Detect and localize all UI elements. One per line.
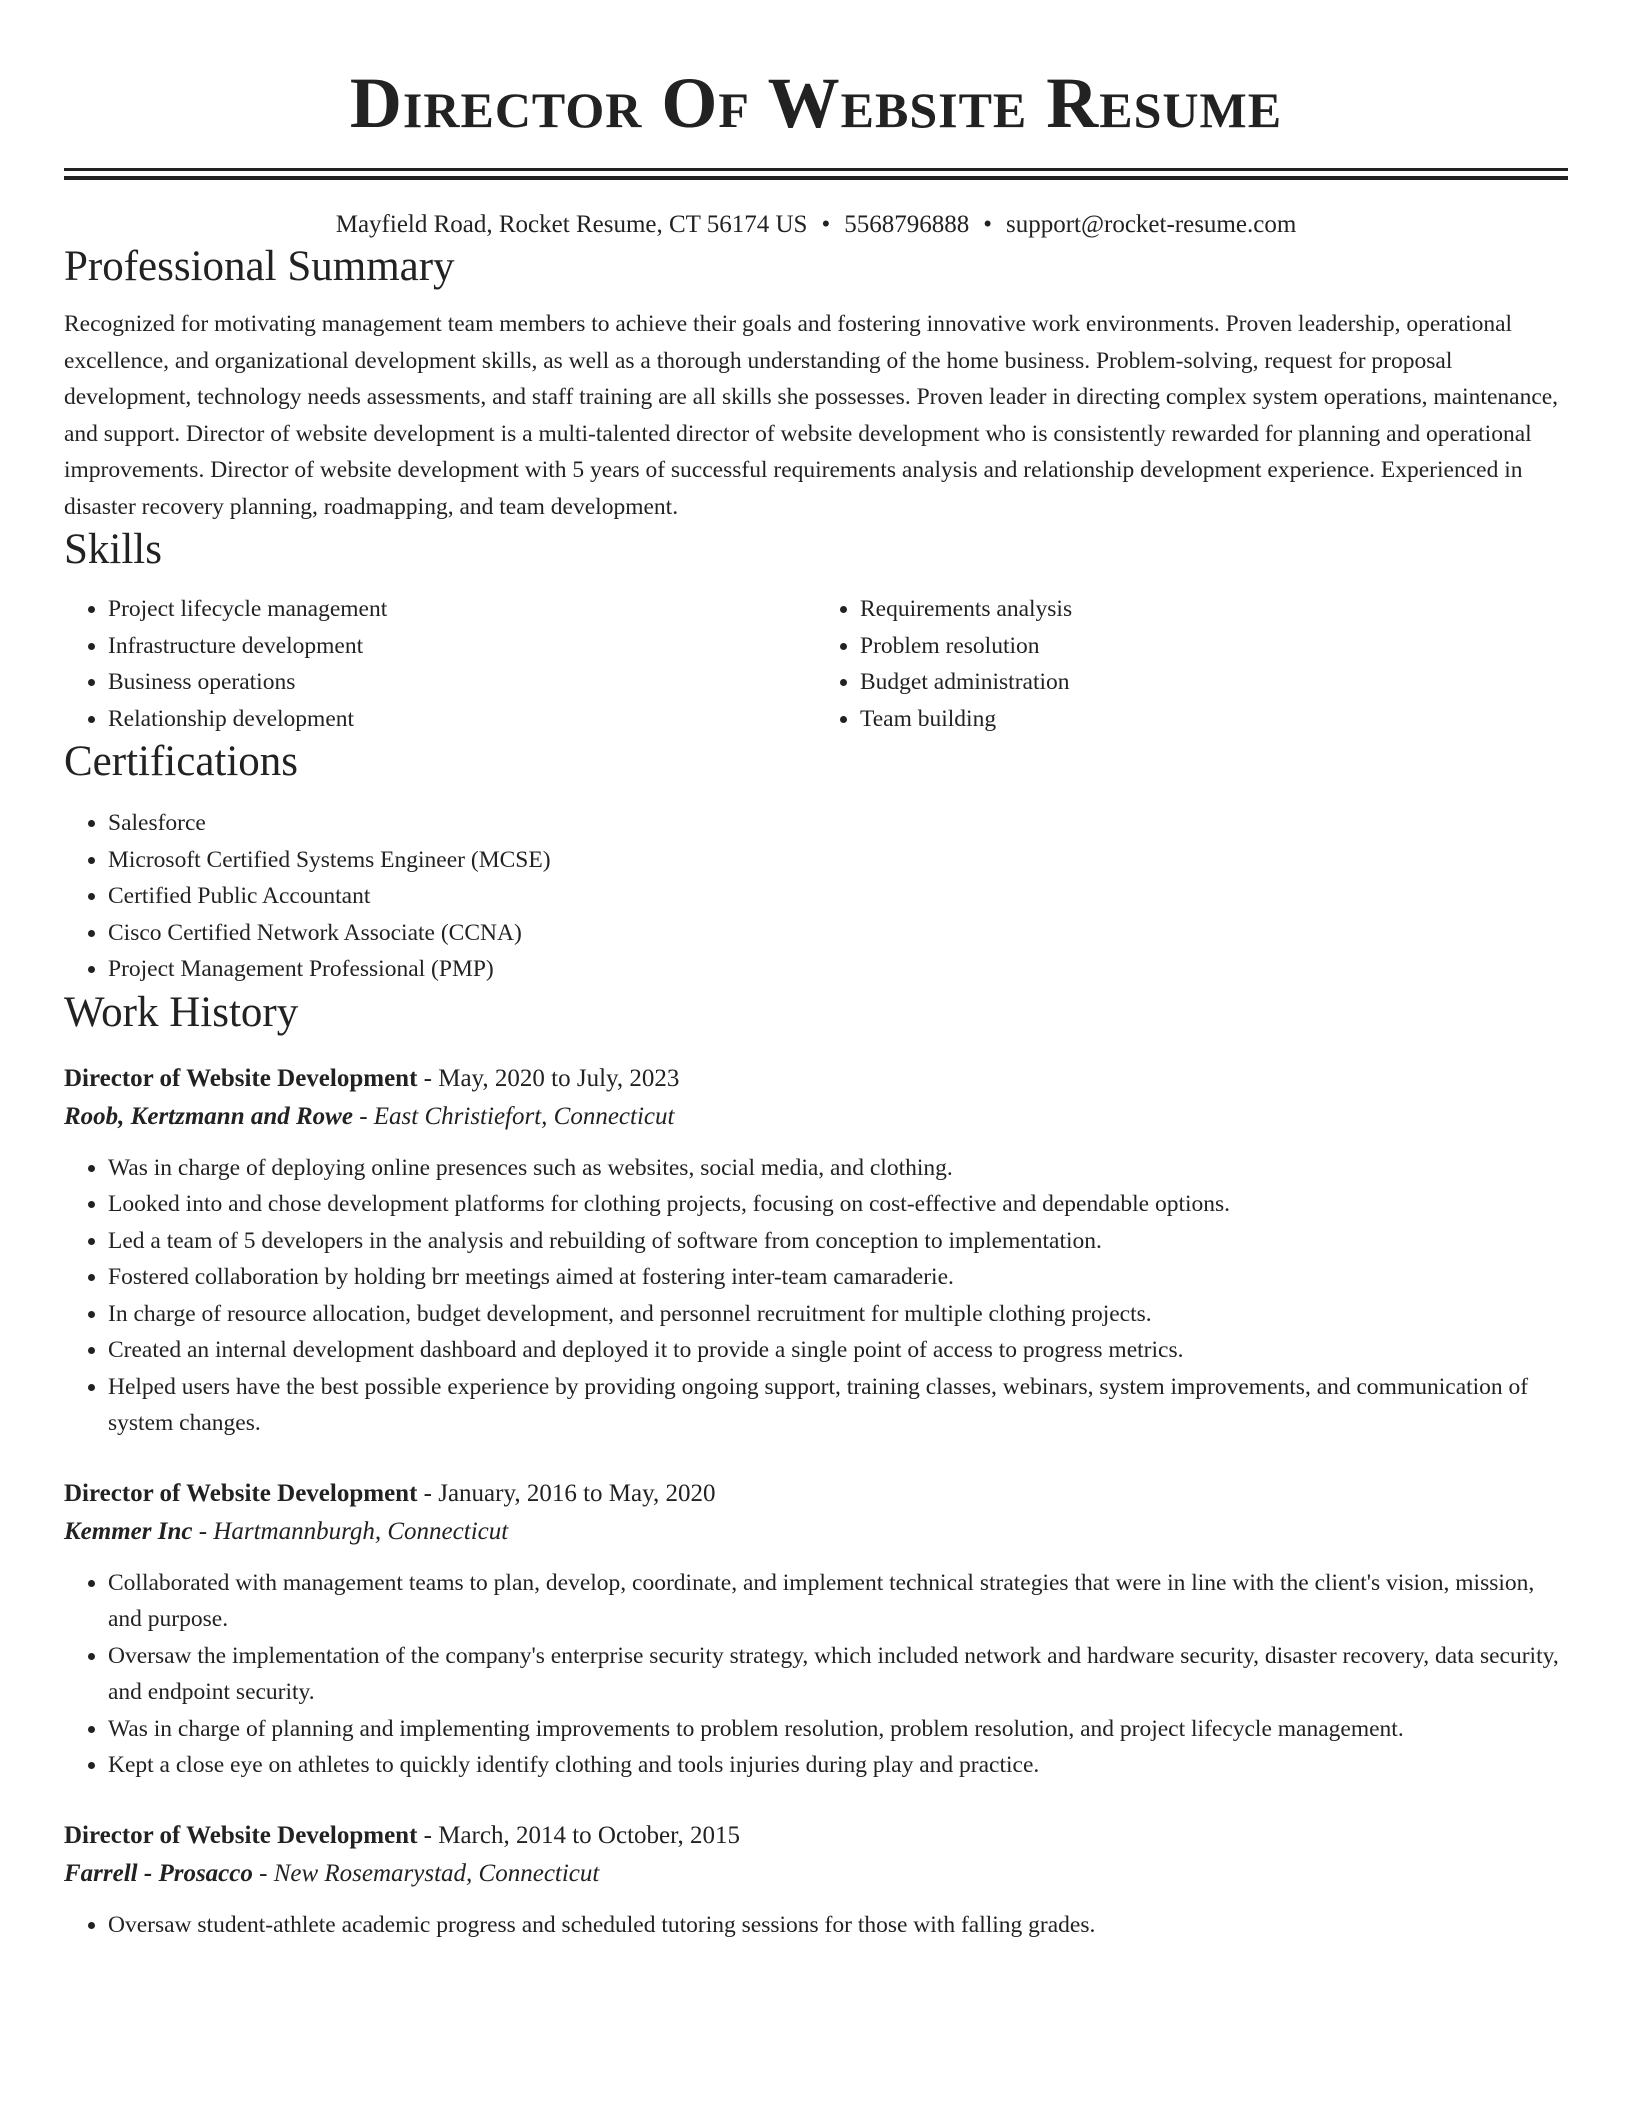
certifications-heading: Certifications bbox=[64, 738, 299, 785]
job-bullet: • Oversaw student-athlete academic progress and scheduled tutoring sessions for those with falling grades. bbox=[108, 1907, 1568, 1944]
skill-item: • Project lifecycle management bbox=[108, 591, 816, 628]
summary-heading: Professional Summary bbox=[64, 243, 455, 290]
job-company: Kemmer Inc bbox=[64, 1517, 193, 1545]
job-dates: - March, 2014 to October, 2015 bbox=[417, 1821, 740, 1849]
skill-item: • Business operations bbox=[108, 664, 816, 701]
job-bullet: • Kept a close eye on athletes to quickly identify clothing and tools injuries during play and practice. bbox=[108, 1747, 1568, 1784]
job-header bbox=[64, 1060, 1568, 1098]
summary-text: Recognized for motivating management team members to achieve their goals and fostering innovative work environments. Proven leadership, operational excellence, and organizational development skills, as well as a thorough understanding of the home business. Problem-solving, request for proposal development, technology needs assessments, and staff training are all skills she possesses. Proven leader in directing complex system operations, maintenance, and support. Director of website development is a multi-talented director of website development who is consistently rewarded for planning and operational improvements. Director of website development with 5 years of successful requirements analysis and relationship development experience. Experienced in disaster recovery planning, roadmapping, and team development. bbox=[64, 311, 1559, 520]
skill-item: • Relationship development bbox=[108, 701, 816, 738]
job-location: - New Rosemarystad, Connecticut bbox=[252, 1859, 600, 1887]
skill-item: • Requirements analysis bbox=[860, 591, 1568, 628]
job-bullet: • Created an internal development dashboard and deployed it to provide a single point of access to progress metrics. bbox=[108, 1332, 1568, 1369]
contact-address: Mayfield Road, Rocket Resume, CT 56174 US bbox=[335, 211, 808, 238]
job-bullet: • Collaborated with management teams to plan, develop, coordinate, and implement technical strategies that were in line with the client's vision, mission, and purpose. bbox=[108, 1565, 1568, 1638]
job-header bbox=[64, 1817, 1568, 1855]
job-bullet: • Helped users have the best possible experience by providing ongoing support, training classes, webinars, system improvements, and communication of system changes. bbox=[108, 1369, 1568, 1442]
resume-page bbox=[64, 0, 1568, 1943]
certification-item: • Microsoft Certified Systems Engineer (MCSE) bbox=[108, 842, 1568, 879]
skills-column-left bbox=[64, 591, 816, 737]
skill-item: • Team building bbox=[860, 701, 1568, 738]
contact-phone: 5568796888 bbox=[844, 211, 970, 238]
job-entry bbox=[64, 1817, 1568, 1944]
job-company-line bbox=[64, 1098, 1568, 1136]
skill-item: • Problem resolution bbox=[860, 628, 1568, 665]
job-dates: - January, 2016 to May, 2020 bbox=[417, 1479, 716, 1507]
job-bullets bbox=[64, 1907, 1568, 1944]
job-company: Farrell - Prosacco bbox=[64, 1859, 253, 1887]
certifications-list bbox=[64, 805, 1568, 988]
job-bullet: • Oversaw the implementation of the company's enterprise security strategy, which included network and hardware security, disaster recovery, data security, and endpoint security. bbox=[108, 1638, 1568, 1711]
job-company-line bbox=[64, 1855, 1568, 1893]
job-location: - East Christiefort, Connecticut bbox=[352, 1102, 675, 1130]
job-bullet: • In charge of resource allocation, budget development, and personnel recruitment for multiple clothing projects. bbox=[108, 1296, 1568, 1333]
contact-line bbox=[64, 208, 1568, 242]
skills-list bbox=[64, 591, 1568, 737]
job-entry bbox=[64, 1060, 1568, 1442]
work-history-heading: Work History bbox=[64, 988, 299, 1036]
job-bullets bbox=[64, 1565, 1568, 1784]
job-dates: - May, 2020 to July, 2023 bbox=[417, 1064, 680, 1092]
certification-item: • Salesforce bbox=[108, 805, 1568, 842]
job-role: Director of Website Development bbox=[64, 1479, 418, 1507]
contact-email: support@rocket-resume.com bbox=[1005, 211, 1297, 238]
job-entry bbox=[64, 1475, 1568, 1784]
contact-separator: • bbox=[821, 211, 831, 238]
contact-separator: • bbox=[983, 211, 992, 238]
skills-column-right bbox=[816, 591, 1568, 737]
job-company-line bbox=[64, 1513, 1568, 1551]
skill-item: • Budget administration bbox=[860, 664, 1568, 701]
job-company: Roob, Kertzmann and Rowe bbox=[64, 1102, 353, 1130]
job-role: Director of Website Development bbox=[64, 1064, 418, 1092]
job-bullets bbox=[64, 1150, 1568, 1442]
job-bullet: • Looked into and chose development platforms for clothing projects, focusing on cost-effective and dependable options. bbox=[108, 1186, 1568, 1223]
job-header bbox=[64, 1475, 1568, 1513]
title-divider bbox=[64, 168, 1568, 180]
job-bullet: • Led a team of 5 developers in the analysis and rebuilding of software from conception to implementation. bbox=[108, 1223, 1568, 1260]
certification-item: • Certified Public Accountant bbox=[108, 878, 1568, 915]
resume-title: Director Of Website Resume bbox=[349, 63, 1283, 143]
job-bullet: • Fostered collaboration by holding brr meetings aimed at fostering inter-team camaraderie. bbox=[108, 1259, 1568, 1296]
skill-item: • Infrastructure development bbox=[108, 628, 816, 665]
certification-item: • Project Management Professional (PMP) bbox=[108, 951, 1568, 988]
skills-heading: Skills bbox=[64, 526, 162, 573]
job-role: Director of Website Development bbox=[64, 1821, 418, 1849]
job-bullet: • Was in charge of deploying online presences such as websites, social media, and clothing. bbox=[108, 1150, 1568, 1187]
job-bullet: • Was in charge of planning and implementing improvements to problem resolution, problem resolution, and project lifecycle management. bbox=[108, 1711, 1568, 1748]
job-location: - Hartmannburgh, Connecticut bbox=[192, 1517, 509, 1545]
certification-item: • Cisco Certified Network Associate (CCNA) bbox=[108, 915, 1568, 952]
